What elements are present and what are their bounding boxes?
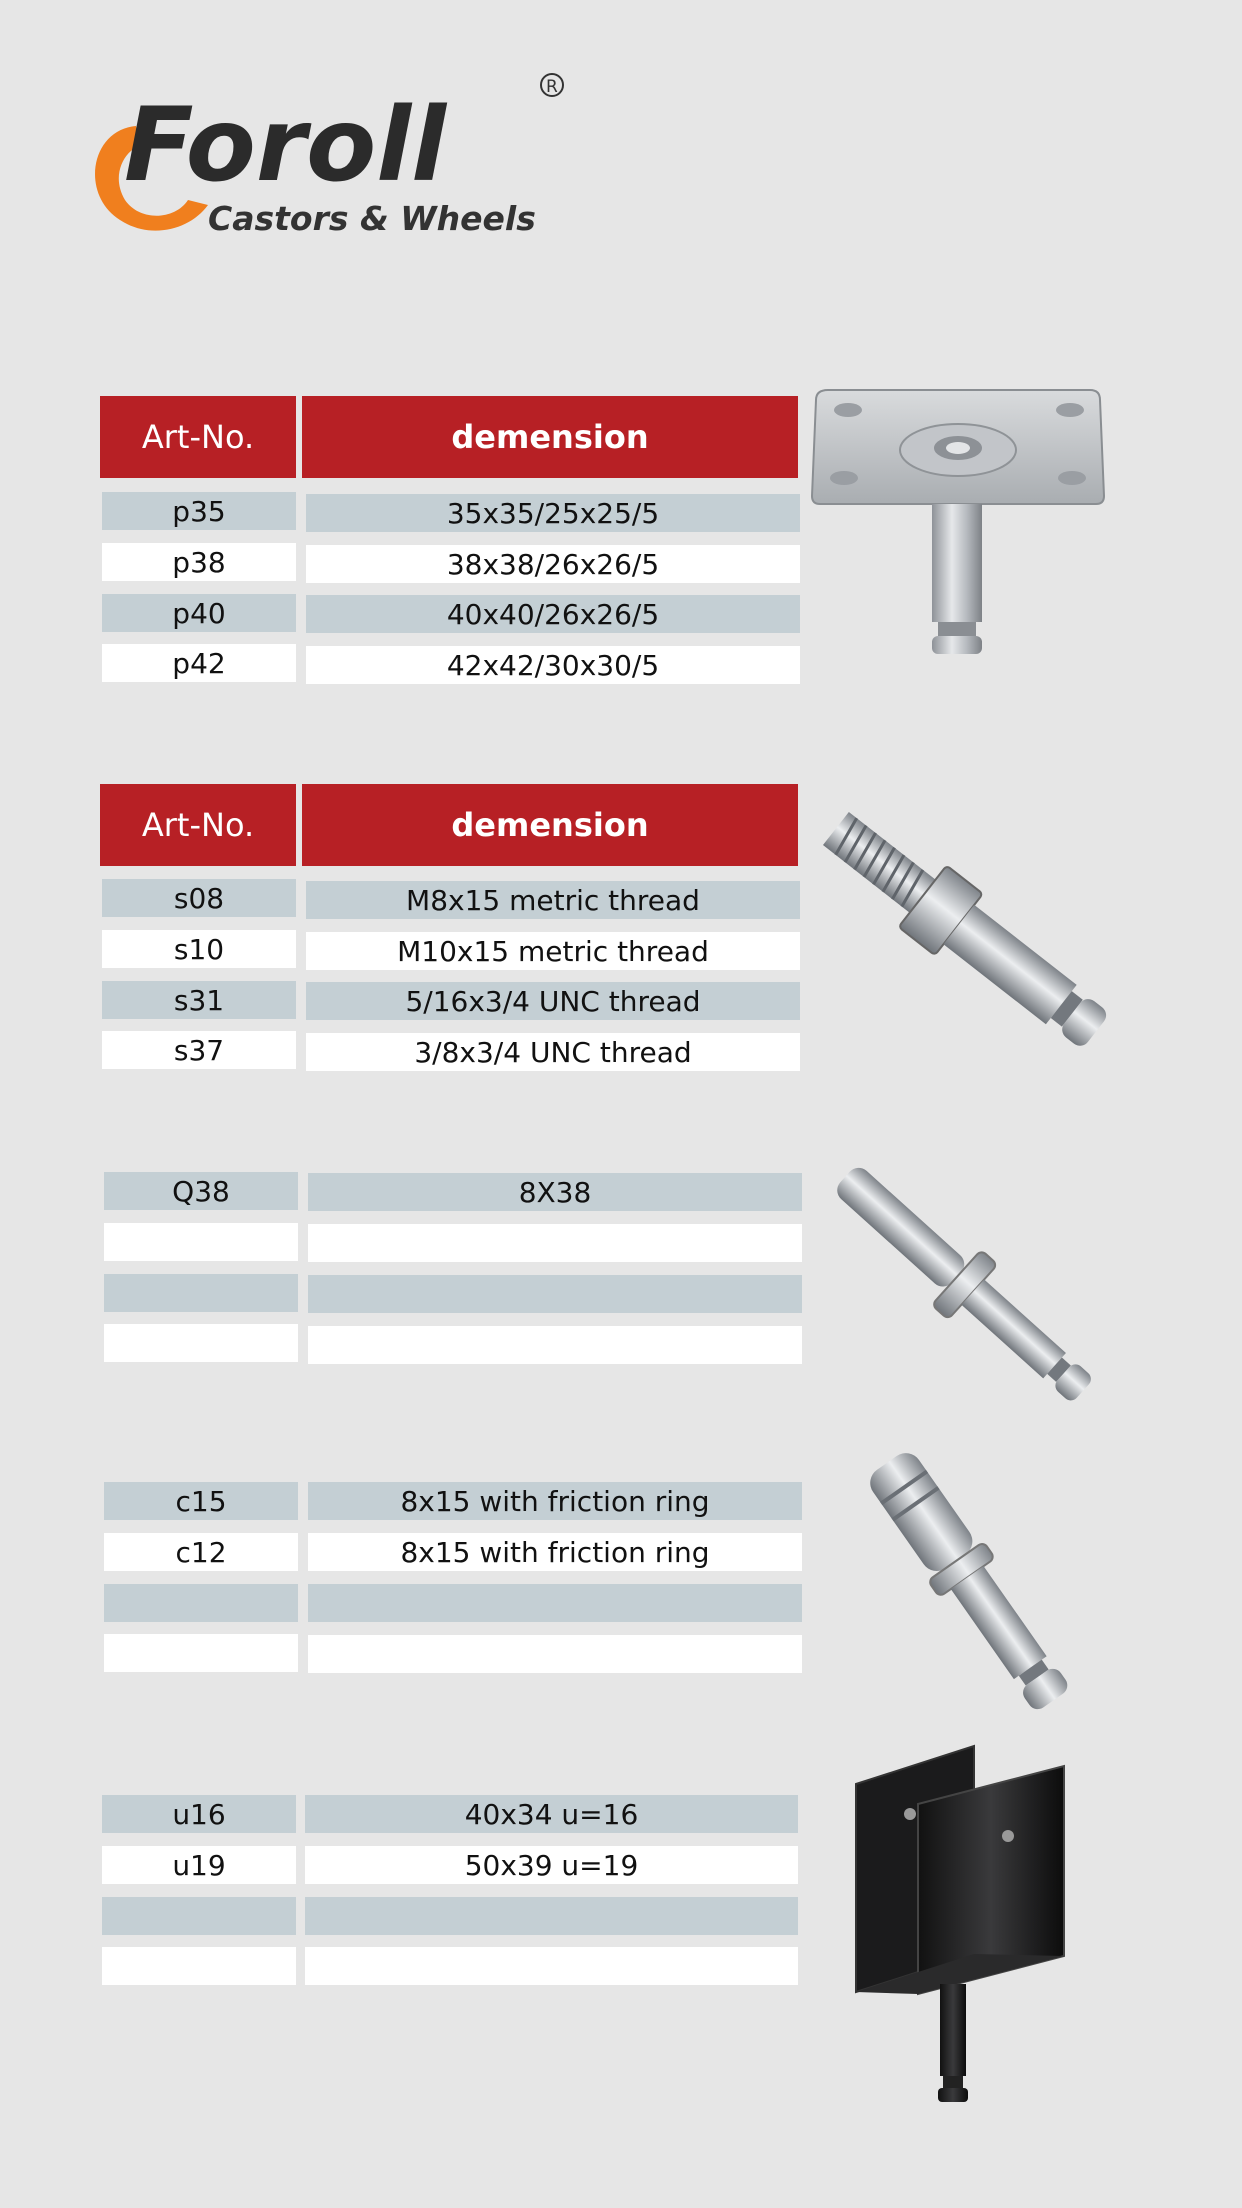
table-cell-art: s08 xyxy=(102,879,296,917)
table-cell-art: c15 xyxy=(104,1482,298,1520)
registered-letter: R xyxy=(546,77,558,97)
table-cell-dimension: 8x15 with friction ring xyxy=(308,1482,802,1520)
table-cell-dimension xyxy=(308,1326,802,1364)
table-cell-dimension: 38x38/26x26/5 xyxy=(306,545,800,583)
logo-tagline: Castors & Wheels xyxy=(208,199,536,238)
table-cell-dimension xyxy=(305,1897,798,1935)
table-cell-dimension: 5/16x3/4 UNC thread xyxy=(306,982,800,1020)
table-cell-art xyxy=(104,1584,298,1622)
table-cell-dimension xyxy=(305,1947,798,1985)
table-cell-dimension: 50x39 u=19 xyxy=(305,1846,798,1884)
table-cell-dimension xyxy=(308,1224,802,1262)
header-dimension: demension xyxy=(302,396,798,478)
friction-ring-stem-icon xyxy=(818,1432,1118,1722)
table-cell-dimension: 40x40/26x26/5 xyxy=(306,595,800,633)
table-cell-art: u16 xyxy=(102,1795,296,1833)
table-cell-art: c12 xyxy=(104,1533,298,1571)
table-cell-art: s37 xyxy=(102,1031,296,1069)
header-dimension: demension xyxy=(302,784,798,866)
table-cell-dimension: 3/8x3/4 UNC thread xyxy=(306,1033,800,1071)
table-cell-dimension: 8X38 xyxy=(308,1173,802,1211)
table-cell-dimension: 40x34 u=16 xyxy=(305,1795,798,1833)
table-cell-art: p38 xyxy=(102,543,296,581)
table-cell-art xyxy=(104,1274,298,1312)
table-cell-art: Q38 xyxy=(104,1172,298,1210)
table-cell-art: p42 xyxy=(102,644,296,682)
table-cell-dimension: 42x42/30x30/5 xyxy=(306,646,800,684)
table-cell-art: p35 xyxy=(102,492,296,530)
table-cell-dimension: 8x15 with friction ring xyxy=(308,1533,802,1571)
double-stem-icon xyxy=(812,1150,1132,1430)
table-cell-dimension: M8x15 metric thread xyxy=(306,881,800,919)
table-cell-art xyxy=(104,1324,298,1362)
table-cell-art xyxy=(104,1634,298,1672)
table-cell-dimension xyxy=(308,1275,802,1313)
table-cell-dimension xyxy=(308,1584,802,1622)
table-cell-art xyxy=(102,1947,296,1985)
table-cell-art xyxy=(102,1897,296,1935)
table-cell-dimension: M10x15 metric thread xyxy=(306,932,800,970)
top-plate-stem-icon xyxy=(808,386,1108,662)
header-art-no: Art-No. xyxy=(100,396,296,478)
table-cell-dimension: 35x35/25x25/5 xyxy=(306,494,800,532)
table-cell-art xyxy=(104,1223,298,1261)
table-cell-art: p40 xyxy=(102,594,296,632)
table-cell-art: u19 xyxy=(102,1846,296,1884)
logo-wordmark: Foroll xyxy=(124,86,447,205)
table-cell-art: s10 xyxy=(102,930,296,968)
table-cell-dimension xyxy=(308,1635,802,1673)
header-art-no: Art-No. xyxy=(100,784,296,866)
u-bracket-stem-icon xyxy=(848,1744,1068,2114)
foroll-logo xyxy=(80,60,600,250)
table-cell-art: s31 xyxy=(102,981,296,1019)
threaded-stem-icon xyxy=(812,782,1118,1072)
